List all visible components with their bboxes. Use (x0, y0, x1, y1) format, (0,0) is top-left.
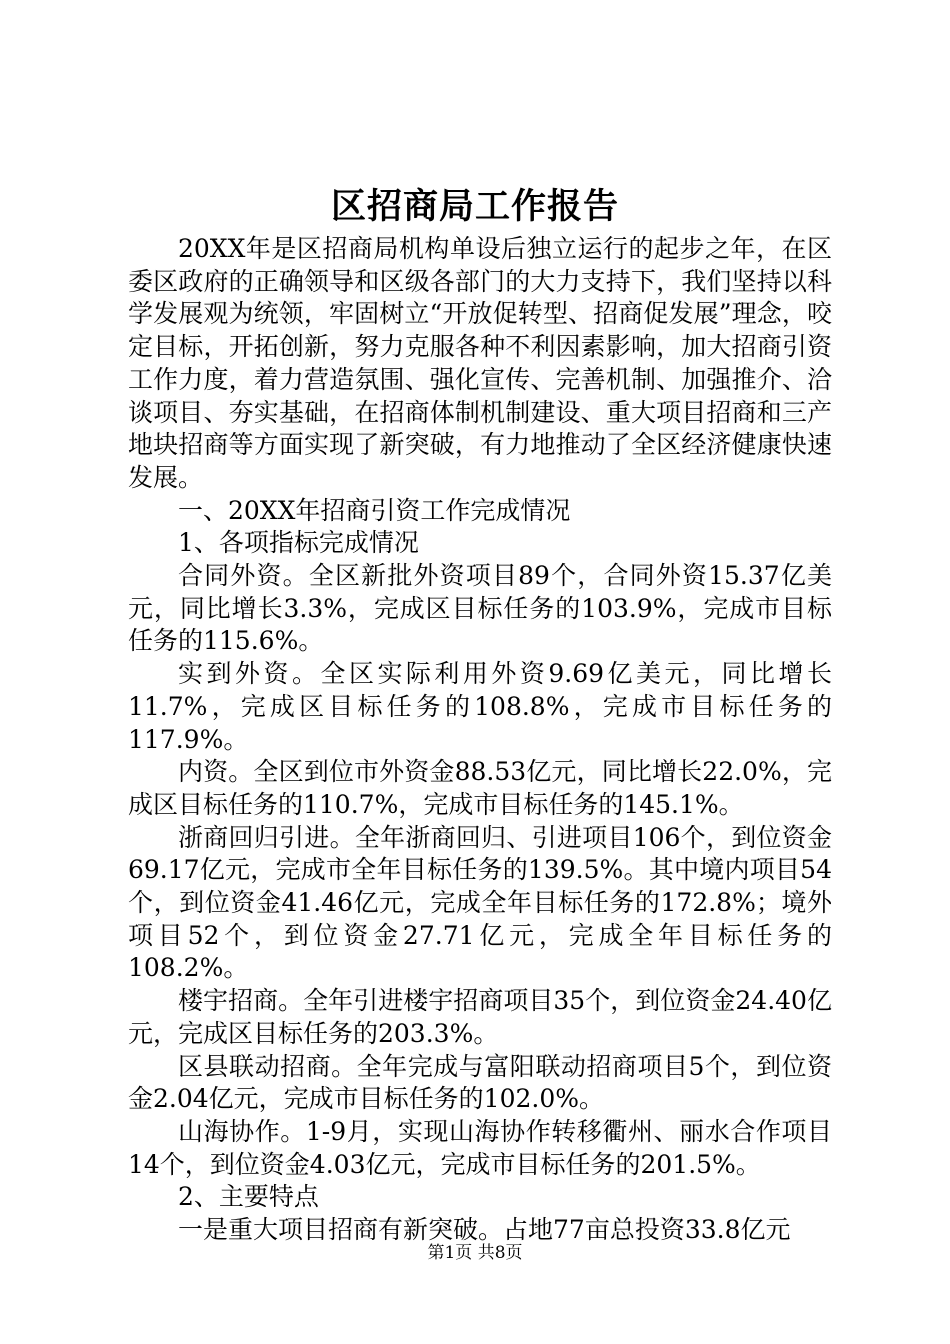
page-number: 第1页 共8页 (427, 1243, 523, 1263)
paragraph-mountain-sea-cooperation: 山海协作。1-9月，实现山海协作转移衢州、丽水合作项目14个，到位资金4.03亿元，完成市目标任务的201.5%。 (128, 1116, 832, 1179)
paragraph-actual-foreign-capital: 实到外资。全区实际利用外资9.69亿美元，同比增长11.7%，完成区目标任务的108.8%，完成市目标任务的117.9%。 (128, 659, 832, 754)
paragraph-major-projects: 一是重大项目招商有新突破。占地77亩总投资33.8亿元 (178, 1215, 791, 1245)
intro-paragraph: 20XX年是区招商局机构单设后独立运行的起步之年，在区委区政府的正确领导和区级各部门的大力支持下，我们坚持以科学发展观为统领，牢固树立“开放促转型、招商促发展”理念，咬定目标，开拓创新，努力克服各种不利因素影响，加大招商引资工作力度，着力营造氛围、强化宣传、完善机制、加强推介、洽谈项目、夯实基础，在招商体制机制建设、重大项目招商和三产地块招商等方面实现了新突破，有力地推动了全区经济健康快速发展。 (128, 234, 832, 492)
paragraph-county-linkage: 区县联动招商。全年完成与富阳联动招商项目5个，到位资金2.04亿元，完成市目标任务的102.0%。 (128, 1051, 832, 1114)
paragraph-contract-foreign-capital: 合同外资。全区新批外资项目89个，合同外资15.37亿美元，同比增长3.3%，完成区目标任务的103.9%，完成市目标任务的115.6%。 (128, 561, 832, 656)
paragraph-zhejiang-merchants: 浙商回归引进。全年浙商回归、引进项目106个，到位资金69.17亿元，完成市全年目标任务的139.5%。其中境内项目54个，到位资金41.46亿元，完成全年目标任务的172.8%；境外项目52个，到位资金27.71亿元，完成全年目标任务的108.2%。 (128, 822, 832, 983)
subsection-heading: 1、各项指标完成情况 (178, 528, 419, 558)
paragraph-domestic-capital: 内资。全区到位市外资金88.53亿元，同比增长22.0%，完成区目标任务的110.7%，完成市目标任务的145.1%。 (128, 757, 832, 819)
document-body (128, 233, 832, 1247)
subsection-heading: 2、主要特点 (178, 1182, 319, 1212)
document-title: 区招商局工作报告 (330, 186, 619, 227)
paragraph-building-investment: 楼宇招商。全年引进楼宇招商项目35个，到位资金24.40亿元，完成区目标任务的203.3%。 (128, 986, 832, 1048)
section-heading: 一、20XX年招商引资工作完成情况 (178, 495, 571, 525)
